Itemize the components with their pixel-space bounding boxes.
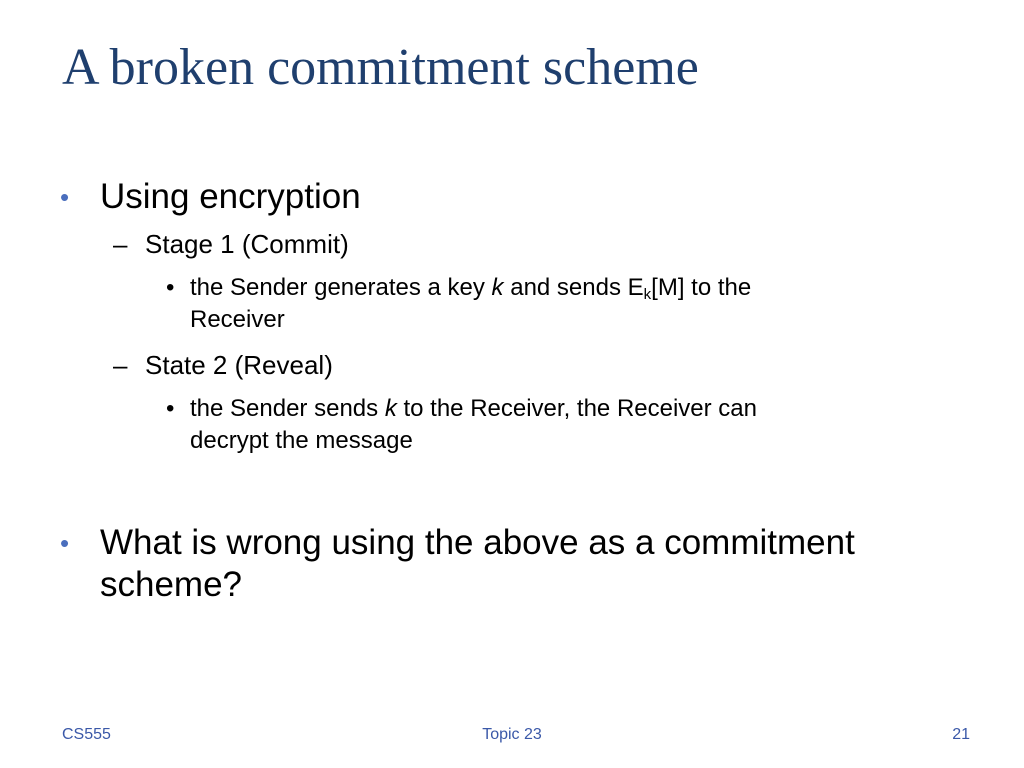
bullet-what-is-wrong: [60, 522, 980, 606]
detail-state-2: [166, 393, 950, 457]
bullet-marker: •: [60, 528, 70, 558]
key-variable: k: [491, 274, 504, 301]
footer-page-number: 21: [952, 726, 970, 743]
bullet-line-1: What is wrong using the above as a commitment: [100, 523, 855, 562]
footer-topic: Topic 23: [482, 726, 542, 743]
slide-title: A broken commitment scheme: [62, 39, 699, 96]
key-variable: k: [384, 395, 397, 422]
sub-bullet-state-2: [113, 349, 965, 381]
detail-line-2: Receiver: [190, 306, 285, 333]
dot-marker: •: [166, 395, 175, 422]
detail-line-1: the Sender sends k to the Receiver, the Receiver can: [190, 395, 757, 422]
dash-marker: –: [113, 229, 128, 259]
sub-bullet-stage-1: [113, 228, 965, 260]
detail-line-1: the Sender generates a key k and sends $E_k[M]$ to the: [190, 274, 752, 303]
sub-bullet-text: Stage 1 (Commit): [145, 229, 349, 259]
bullet-text: Using encryption: [100, 177, 361, 216]
detail-line-2: decrypt the message: [190, 427, 413, 454]
sub-bullet-text: State 2 (Reveal): [145, 350, 333, 380]
subscript-k: k: [643, 286, 652, 303]
bullet-marker: •: [60, 182, 70, 212]
bullet-line-2: scheme?: [100, 565, 243, 604]
bullet-using-encryption: [60, 176, 980, 218]
dot-marker: •: [166, 274, 175, 301]
dash-marker: –: [113, 350, 128, 380]
footer-course: CS555: [62, 726, 111, 743]
detail-stage-1: [166, 272, 950, 336]
